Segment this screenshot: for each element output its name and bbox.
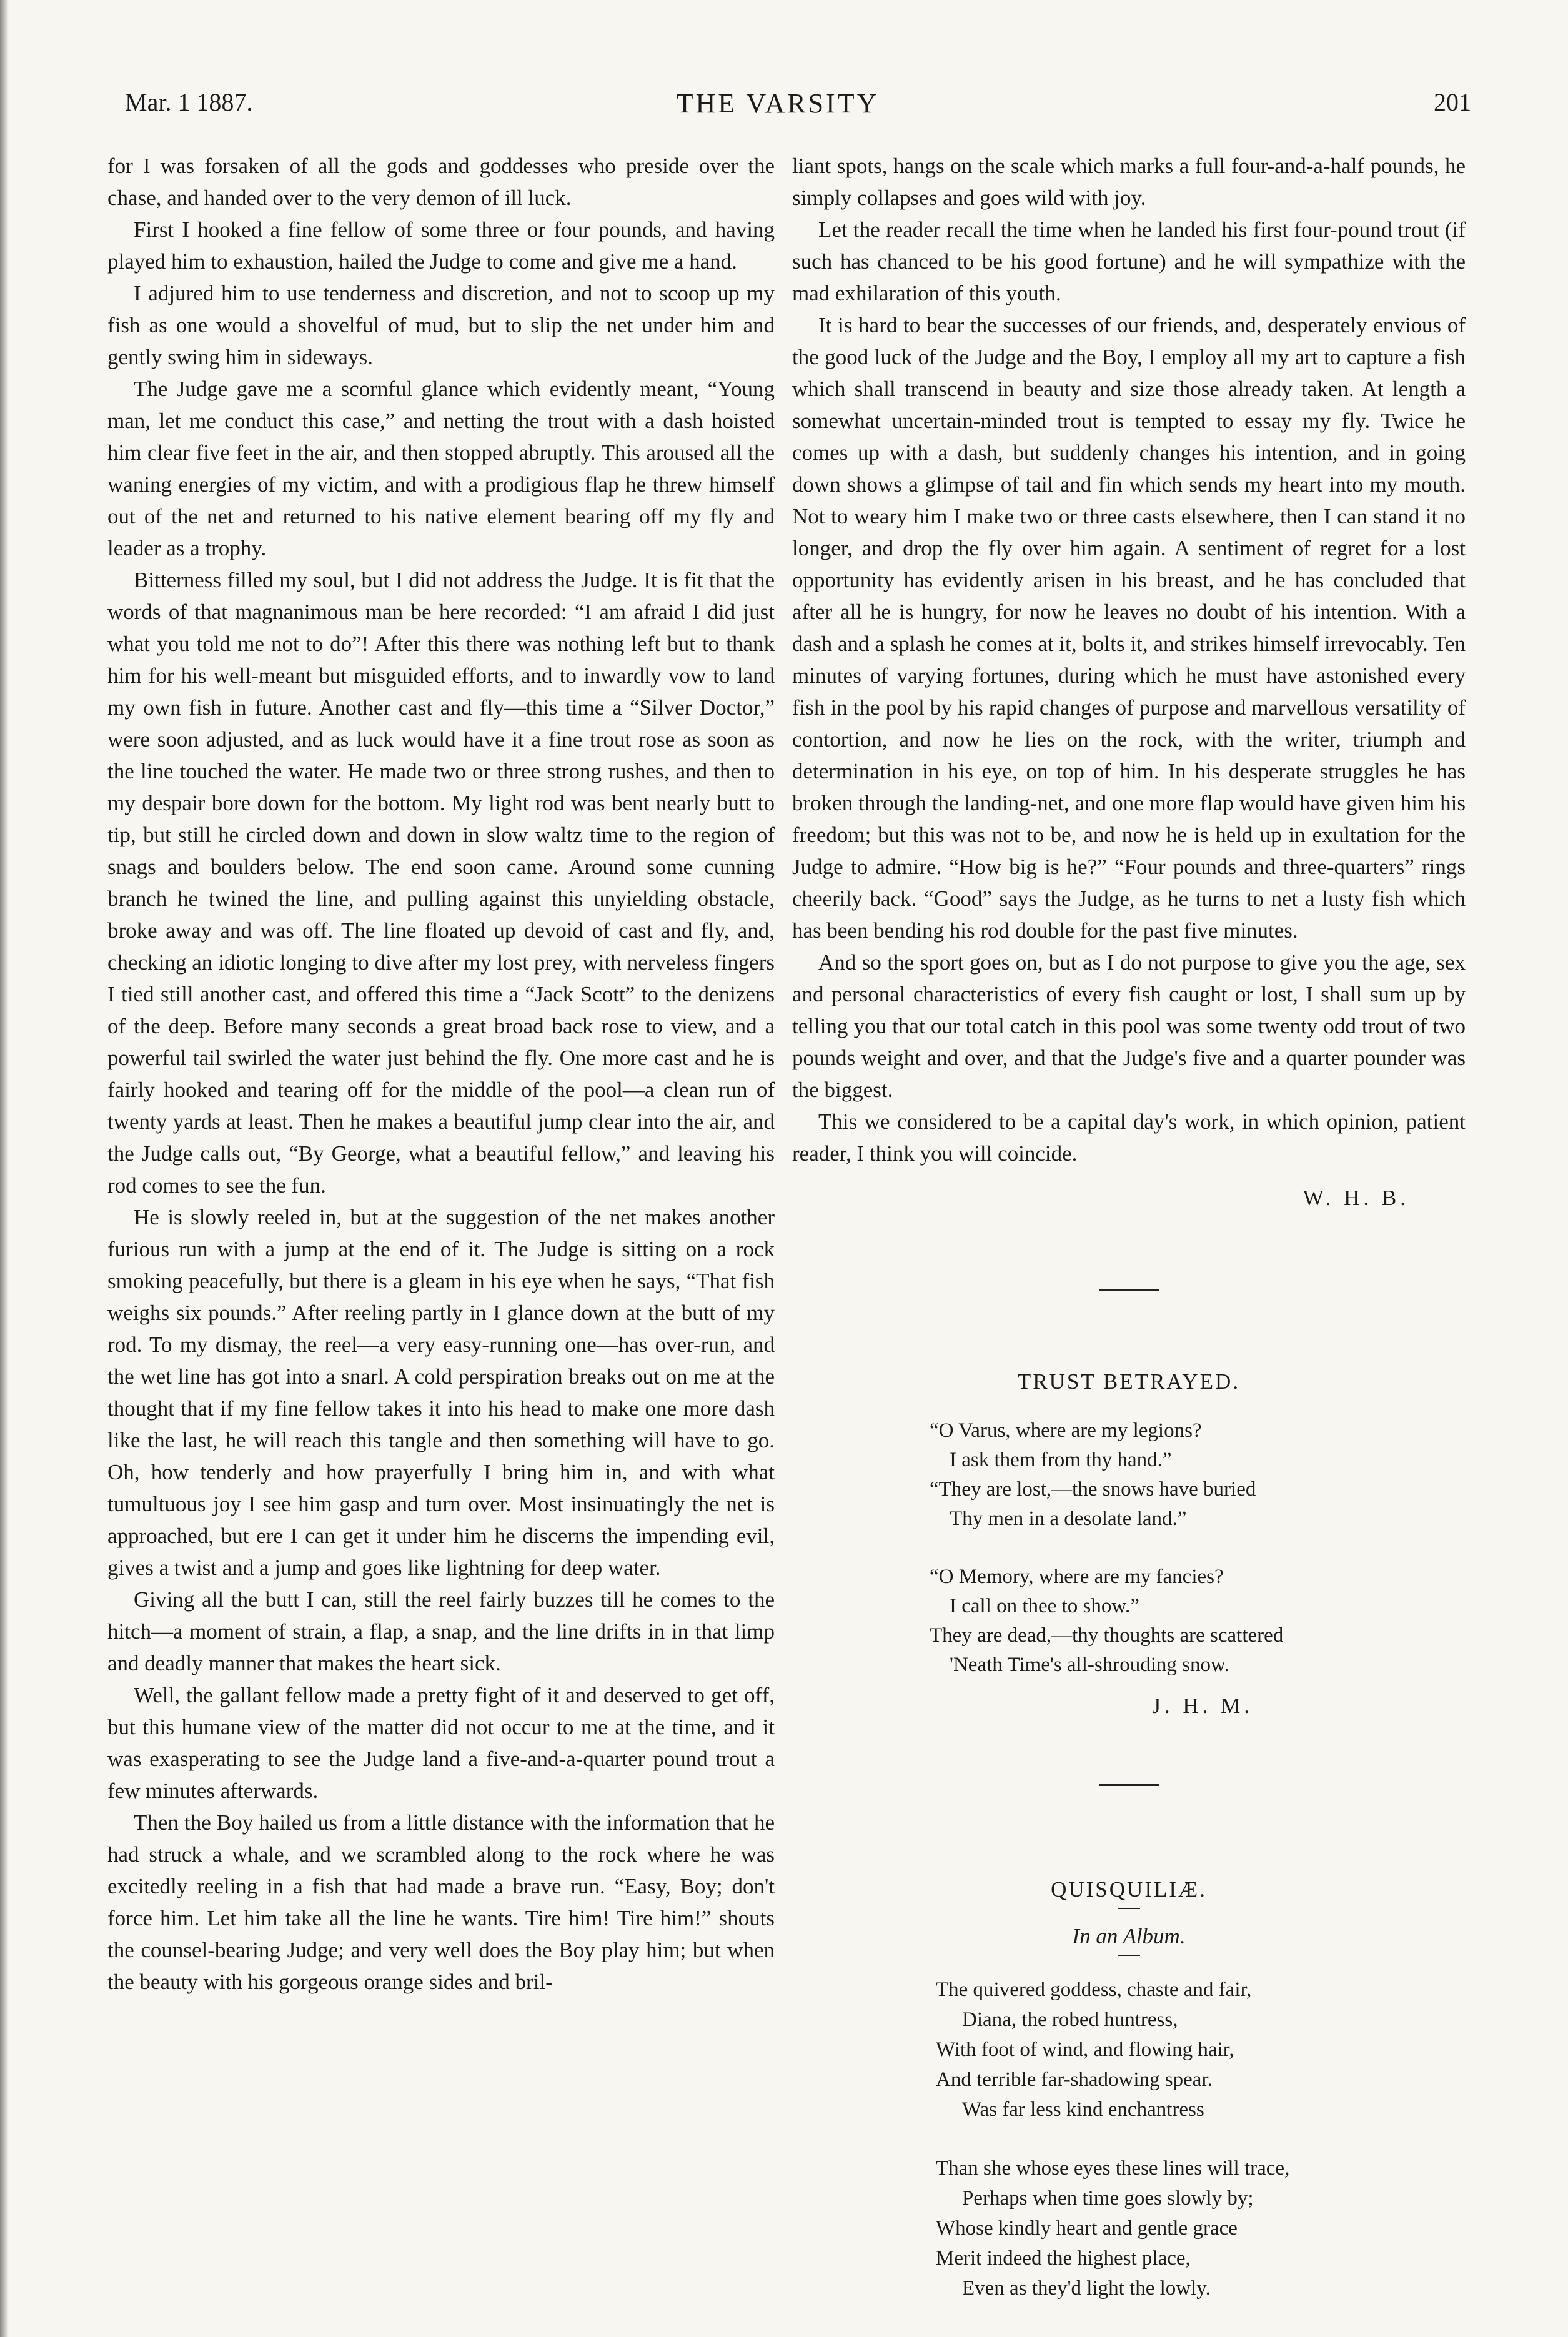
paragraph: And so the sport goes on, but as I do not purpose to give you the age, sex and personal characteristics of every fish caught or lost, I shall sum up by telling you that our total catch in this pool was some twenty odd trout of two pounds weight and over, and that the Judge's five and a quarter pounder was the biggest. (792, 950, 1466, 1102)
poem-line: Thy men in a desolate land.” (950, 1507, 1187, 1530)
poem-title: QUISQUILIÆ. (1051, 1877, 1207, 1902)
poem-line: Perhaps when time goes slowly by; (962, 2187, 1254, 2210)
paragraph: Let the reader recall the time when he landed his first four-pound trout (if such has chanced to be his good fortune) and he will sympathize with the mad exhilaration of this youth. (792, 217, 1466, 305)
page-number: 201 (1434, 88, 1471, 116)
poem-stanza (930, 1416, 1466, 1534)
poem-line: “O Varus, where are my legions? (930, 1419, 1202, 1442)
left-column (107, 150, 775, 1998)
poem-line: I ask them from thy hand.” (950, 1449, 1172, 1471)
poem-stanza (936, 2153, 1466, 2303)
poem-line: With foot of wind, and flowing hair, (936, 2038, 1234, 2061)
paragraph: Bitterness filled my soul, but I did not address the Judge. It is fit that the words of that magnanimous man be here recorded: “I am afraid I did just what you told me not to do”! After this there was nothing left but to thank him for his well-meant but misguided efforts, and to inwardly vow to land my own fish in future. Another cast and fly—this time a “Silver Doctor,” were soon adjusted, and as luck would have it a fine trout rose as soon as the line touched the water. He made two or three strong rushes, and then to my despair bore down for the bottom. My light rod was bent nearly butt to tip, but still he circled down and down in slow waltz time to the region of snags and boulders below. The end soon came. Around some cunning branch he twined the line, and pulling against this unyielding obstacle, broke away and was off. The line floated up devoid of cast and fly, and, checking an idiotic longing to dive after my lost prey, with nerveless fingers I tied still another cast, and offered this time a “Jack Scott” to the denizens of the deep. Before many seconds a great broad back rose to view, and a powerful tail swirled the water just behind the fly. One more cast and he is fairly hooked and tearing off for the middle of the pool—a clean run of twenty yards at least. Then he makes a beautiful jump clear into the air, and the Judge calls out, “By George, what a beautiful fellow,” and leaving his rod comes to see the fun. (107, 568, 775, 1198)
page-edge-shadow (0, 0, 9, 2337)
poem-line: Diana, the robed huntress, (962, 2008, 1178, 2031)
poem-line: Whose kindly heart and gentle grace (936, 2217, 1238, 2240)
paragraph: It is hard to bear the successes of our friends, and, desperately envious of the good luck of the Judge and the Boy, I employ all my art to capture a fish which shall transcend in beauty and size those already taken. At length a somewhat uncertain-minded trout is tempted to essay my fly. Twice he comes up with a dash, but suddenly changes his intention, and in going down shows a glimpse of tail and fin which sends my heart into my mouth. Not to weary him I make two or three casts elsewhere, then I can stand it no longer, and drop the fly over him again. A sentiment of regret for a lost opportunity has evidently arisen in his breast, and he has concluded that after all he is hungry, for now he leaves no doubt of his intention. With a dash and a splash he comes at it, bolts it, and strikes himself irrevocably. Ten minutes of varying fortunes, during which he must have astonished every fish in the pool by his rapid changes of purpose and marvellous versatility of contortion, and now he lies on the rock, with the writer, triumph and determination in his eye, on top of him. In his desperate struggles he has broken through the landing-net, and one more flap would have given him his freedom; but this was not to be, and now he is held up in exultation for the Judge to admire. “How big is he?” “Four pounds and three-quarters” rings cheerily back. “Good” says the Judge, as he turns to net a lusty fish which has been bending his rod double for the past five minutes. (792, 313, 1466, 943)
poem-line: Was far less kind enchantress (962, 2098, 1204, 2121)
poem-line: Merit indeed the highest place, (936, 2247, 1191, 2270)
poem-line: Than she whose eyes these lines will trace, (936, 2157, 1290, 2180)
paragraph: This we considered to be a capital day's work, in which opinion, patient reader, I think you will coincide. (792, 1109, 1466, 1166)
poem-line: The quivered goddess, chaste and fair, (936, 1978, 1252, 2001)
poem-body (930, 1416, 1466, 1680)
paragraph: for I was forsaken of all the gods and goddesses who preside over the chase, and handed over to the very demon of ill luck. (107, 154, 775, 210)
poem-signature: J. H. M. (1152, 1694, 1253, 1718)
right-column (792, 150, 1466, 2332)
section-divider (1099, 1289, 1159, 1291)
poem-stanza (930, 1562, 1466, 1680)
poem-line: I call on thee to show.” (950, 1595, 1139, 1617)
section-divider (1099, 1784, 1159, 1786)
poem-line: They are dead,—thy thoughts are scattered (930, 1624, 1284, 1647)
poem-line: “O Memory, where are my fancies? (930, 1565, 1224, 1588)
poem-body (936, 1975, 1466, 2303)
poem-line: Even as they'd light the lowly. (962, 2277, 1211, 2300)
paragraph: I adjured him to use tenderness and discretion, and not to scoop up my fish as one would a shovelful of mud, but to slip the net under him and gently swing him in sideways. (107, 281, 775, 369)
poem-subtitle: In an Album. (1072, 1924, 1186, 1948)
header-rule (122, 139, 1471, 141)
paragraph: Well, the gallant fellow made a pretty fight of it and deserved to get off, but this humane view of the matter did not occur to me at the time, and it was exasperating to see the Judge land a five-and-a-quarter pound trout a few minutes afterwards. (107, 1683, 775, 1803)
paragraph: The Judge gave me a scornful glance which evidently meant, “Young man, let me conduct this case,” and netting the trout with a dash hoisted him clear five feet in the air, and then stopped abruptly. This aroused all the waning energies of my victim, and with a prodigious flap he threw himself out of the net and returned to his native element bearing off my fly and leader as a trophy. (107, 377, 775, 560)
paragraph: First I hooked a fine fellow of some three or four pounds, and having played him to exhaustion, hailed the Judge to come and give me a hand. (107, 217, 775, 274)
poem-line: “They are lost,—the snows have buried (930, 1478, 1256, 1501)
paragraph: Then the Boy hailed us from a little distance with the information that he had struck a whale, and we scrambled along to the rock where he was excitedly reeling in a fish that had made a brave run. “Easy, Boy; don't force him. Let him take all the line he wants. Tire him! Tire him!” shouts the counsel-bearing Judge; and very well does the Boy play him; but when the beauty with his gorgeous orange sides and bril- (107, 1810, 775, 1994)
issue-date: Mar. 1 1887. (125, 88, 253, 116)
paragraph: He is slowly reeled in, but at the suggestion of the net makes another furious run with a jump at the end of it. The Judge is sitting on a rock smoking peacefully, but there is a gleam in his eye when he says, “That fish weighs six pounds.” After reeling partly in I glance down at the butt of my rod. To my dismay, the reel—a very easy-running one—has over-run, and the wet line has got into a snarl. A cold perspiration breaks out on me at the thought that if my fine fellow takes it into his head to make one more dash like the last, he will reach this tangle and then something will have to go. Oh, how tenderly and how prayerfully I bring him in, and with what tumultuous joy I see him gasp and turn over. Most insinuatingly the net is approached, but ere I can get it under him he discerns the impending evil, gives a twist and a jump and goes like lightning for deep water. (107, 1205, 775, 1580)
author-signature: W. H. B. (1303, 1186, 1409, 1210)
page-header (84, 87, 1471, 125)
poem-line: 'Neath Time's all-shrouding snow. (950, 1654, 1229, 1676)
poem-stanza (936, 1975, 1466, 2125)
paragraph: liant spots, hangs on the scale which marks a full four-and-a-half pounds, he simply collapses and goes wild with joy. (792, 154, 1466, 210)
poem-line: And terrible far-shadowing spear. (936, 2068, 1213, 2091)
poem-title: TRUST BETRAYED. (1017, 1369, 1241, 1394)
title-rule (1118, 1908, 1140, 1909)
paragraph: Giving all the butt I can, still the reel fairly buzzes till he comes to the hitch—a moment of strain, a flap, a snap, and the line drifts in in that limp and deadly manner that makes the heart sick. (107, 1587, 775, 1675)
title-rule (1118, 1955, 1140, 1956)
masthead-title: THE VARSITY (676, 88, 880, 119)
